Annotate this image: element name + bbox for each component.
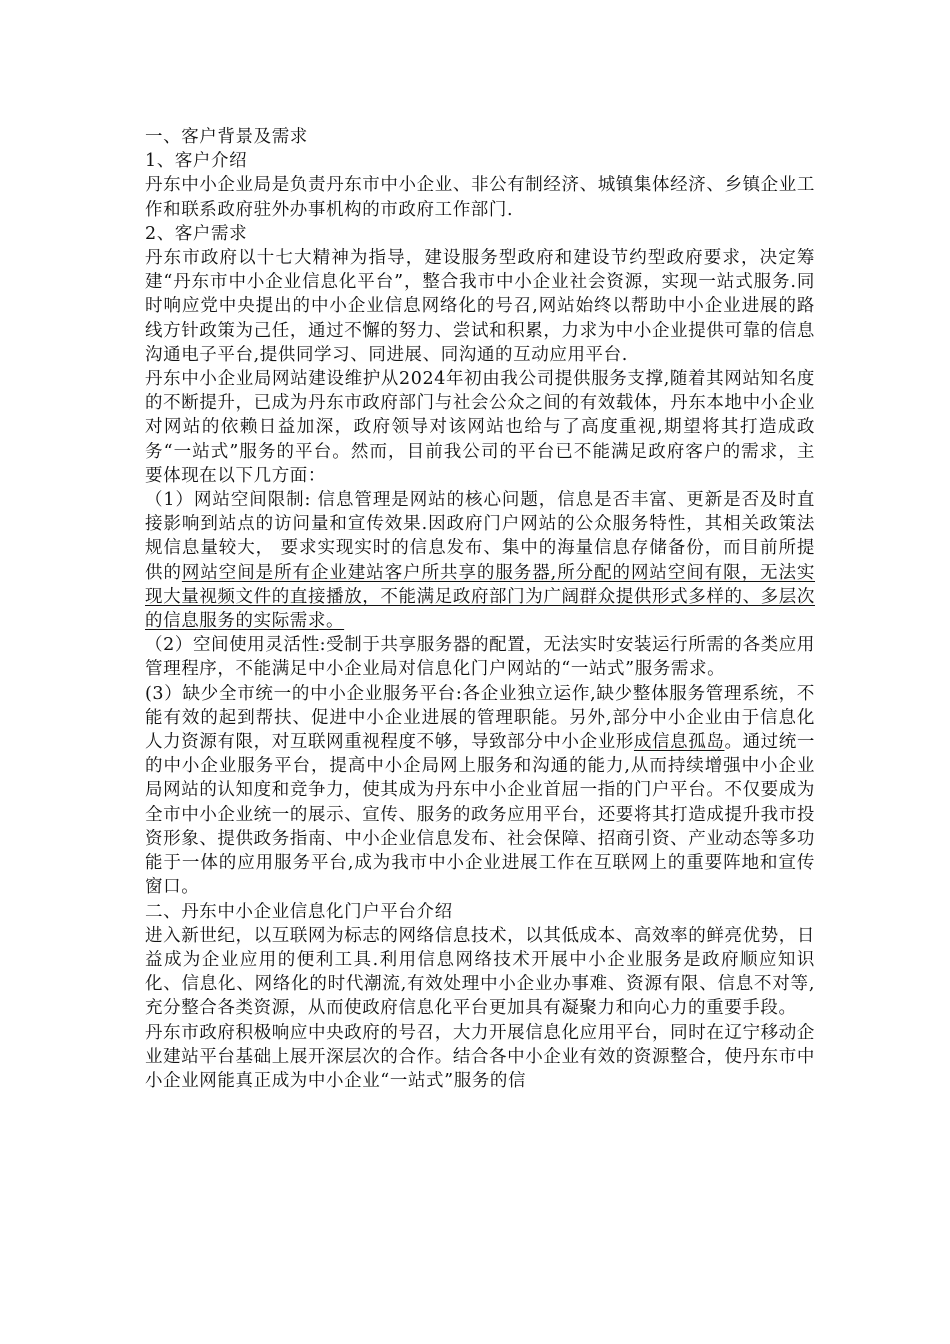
subheading-customer-needs: 2、客户需求 xyxy=(145,223,248,244)
section-heading-1: 一、客户背景及需求 xyxy=(145,127,308,147)
unified-platform-text-a: (3）缺少全市统一的中小企业服务平台:各企业独立运作,缺少整体服务管理系统，不能有效的起到帮扶、促进中小企业进展的管理职能。另外,部分中小企业由于信息化人力资源有限，对互联网重视程度不够，导致部分中小企业形 xyxy=(145,683,815,753)
unified-platform-underlined-text: 成信息孤岛 xyxy=(633,732,725,753)
unified-platform-text-b: 。通过统一的中小企业服务平台，提高中小企局网上服务和沟通的能力,从而持续增强中小企业局网站的认知度和竞争力，使其成为丹东中小企业首屈一指的门户平台。不仅要成为全市中小企业统一的展示、宣传、服务的政务应用平台，还要将其打造成提升我市投资形象、提供政务指南、中小企业信息发布、社会保障、招商引资、产业动态等多功能于一体的应用服务平台,成为我市中小企业进展工作在互联网上的重要阵地和宣传窗口。 xyxy=(145,732,816,898)
paragraph-website-history: 丹东中小企业局网站建设维护从2024年初由我公司提供服务支撑,随着其网站知名度的不断提升，已成为丹东市政府部门与社会公众之间的有效载体，丹东本地中小企业对网站的依赖日益加深，政府领导对该网站也给与了高度重视,期望将其打造成政务“一站式”服务的平台。然而，目前我公司的平台已不能满足政府客户的需求，主要体现在以下几方面： xyxy=(145,369,815,486)
paragraph-space-limit xyxy=(145,488,815,633)
paragraph-needs-overview: 丹东市政府以十七大精神为指导，建设服务型政府和建设节约型政府要求，决定筹建“丹东市中小企业信息化平台”，整合我市中小企业社会资源，实现一站式服务.同时响应党中央提出的中小企业信息网络化的号召,网站始终以帮助中小企业进展的路线方针政策为己任，通过不懈的努力、尝试和积累，力求为中小企业提供可靠的信息沟通电子平台,提供同学习、同进展、同沟通的互动应用平台. xyxy=(145,248,815,365)
paragraph-cooperation: 丹东市政府积极响应中央政府的号召，大力开展信息化应用平台，同时在辽宁移动企业建站平台基础上展开深层次的合作。结合各中小企业有效的资源整合，使丹东市中小企业网能真正成为中小企业“一站式”服务的信 xyxy=(145,1022,815,1091)
paragraph-customer-intro: 丹东中小企业局是负责丹东市中小企业、非公有制经济、城镇集体经济、乡镇企业工作和联系政府驻外办事机构的市政府工作部门. xyxy=(145,175,815,220)
section-heading-2: 二、丹东中小企业信息化门户平台介绍 xyxy=(145,901,453,922)
space-limit-underlined-text: 网站空间是所有企业建站客户所共享的服务器,所分配的网站空间有限，无法实现大量视频文件的直接播放，不能满足政府部门为广阔群众提供形式多样的、多层次的信息服务的实际需求。 xyxy=(145,562,816,632)
paragraph-space-flexibility: （2）空间使用灵活性:受制于共享服务器的配置，无法实时安装运行所需的各类应用管理程序，不能满足中小企业局对信息化门户网站的“一站式”服务需求。 xyxy=(145,635,815,680)
subheading-customer-intro: 1、客户介绍 xyxy=(145,151,248,172)
space-limit-text: （1）网站空间限制: 信息管理是网站的核心问题，信息是否丰富、更新是否及时直接影响到站点的访问量和宣传效果.因政府门户网站的公众服务特性，其相关政策法规信息量较大， 要求实现实时的信息发布、集中的海量信息存储备份，而目前所提供的 xyxy=(145,490,815,583)
document-page xyxy=(145,125,815,1093)
paragraph-unified-platform xyxy=(145,682,815,900)
paragraph-new-century: 进入新世纪，以互联网为标志的网络信息技术，以其低成本、高效率的鲜亮优势，日益成为企业应用的便利工具.利用信息网络技术开展中小企业服务是政府顺应知识化、信息化、网络化的时代潮流,有效处理中小企业办事难、资源有限、信息不对等,充分整合各类资源，从而使政府信息化平台更加具有凝聚力和向心力的重要手段。 xyxy=(145,925,815,1019)
